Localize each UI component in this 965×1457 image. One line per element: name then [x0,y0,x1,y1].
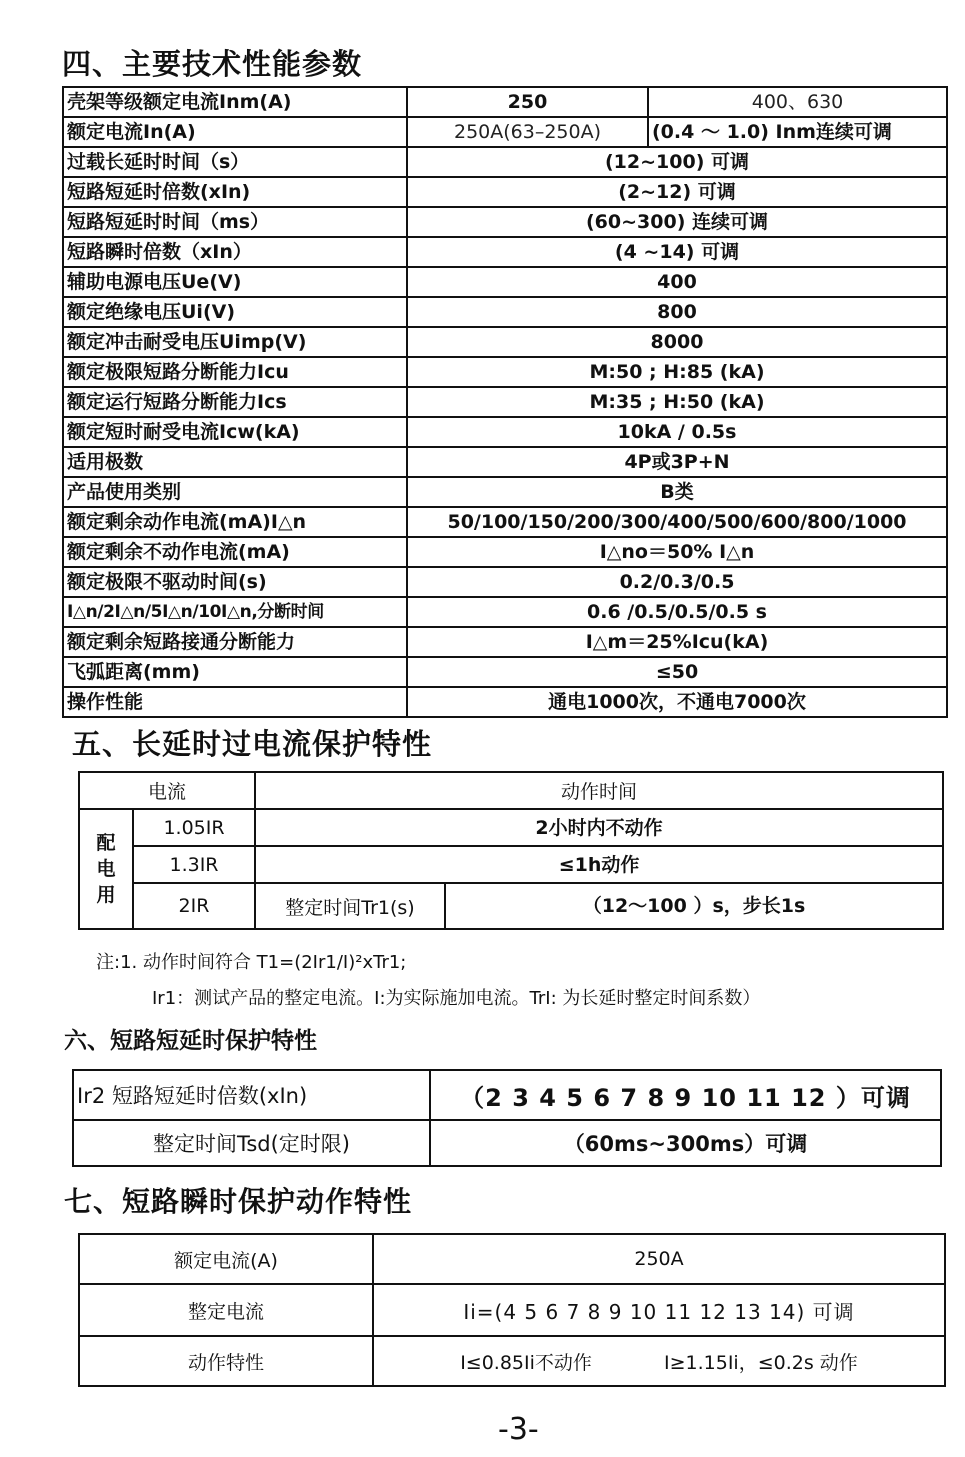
param-label: 额定运行短路分断能力Ics [63,387,407,417]
param-label: 短路瞬时倍数（xIn） [63,237,407,267]
param-value: (2~12) 可调 [407,177,947,207]
param-value: (12~100) 可调 [407,147,947,177]
param-label: 额定极限短路分断能力Icu [63,357,407,387]
param-row [63,507,947,537]
param-row [63,237,947,267]
param-value-250: 250A(63–250A) [407,117,648,147]
param-value: 8000 [407,327,947,357]
section4-title: 四、主要技术性能参数 [62,47,363,81]
param-label: 额定剩余不动作电流(mA) [63,537,407,567]
param-value: I△m＝25%Icu(kA) [407,627,947,657]
action-characteristic-label: 动作特性 [79,1336,373,1386]
param-row [63,207,947,237]
rated-current-label: 额定电流(A) [79,1234,373,1284]
side-label [79,809,133,929]
side-char-3: 用 [96,884,116,906]
setting-current-label: 整定电流 [79,1284,373,1336]
short-delay-time-value: （60ms~300ms）可调 [430,1120,941,1166]
param-row [63,657,947,687]
short-delay-multiple-label: Ir2 短路短延时倍数(xIn) [73,1070,430,1120]
section6-title: 六、短路短延时保护特性 [64,1028,317,1054]
setting-time-label: 整定时间Tr1(s) [255,883,445,929]
param-value-400-630: (0.4 ～ 1.0) Inm连续可调 [648,117,947,147]
param-value-400-630: 400、630 [648,87,947,117]
param-row [63,87,947,117]
param-row [63,597,947,627]
no-trip-value: I≤0.85Ii不动作 [460,1351,592,1374]
tech-params-table [62,86,948,718]
param-value: 通电1000次，不通电7000次 [407,687,947,717]
side-char-1: 配 [96,832,116,854]
param-row [63,627,947,657]
param-label: 产品使用类别 [63,477,407,507]
param-label: 额定短时耐受电流Icw(kA) [63,417,407,447]
current-value: 1.05IR [133,809,255,846]
param-label: 操作性能 [63,687,407,717]
param-row [63,387,947,417]
param-label: 额定电流In(A) [63,117,407,147]
param-label: 飞弧距离(mm) [63,657,407,687]
page-number: -3- [498,1412,539,1447]
setting-current-value: Ii=(4 5 6 7 8 9 10 11 12 13 14) 可调 [373,1284,945,1336]
param-row [63,477,947,507]
section7-title: 七、短路瞬时保护动作特性 [64,1185,413,1218]
action-characteristic-value [373,1336,945,1386]
param-row [63,147,947,177]
current-value: 2IR [133,883,255,929]
short-delay-table [72,1069,942,1167]
current-value: 1.3IR [133,846,255,883]
param-value: 10kA / 0.5s [407,417,947,447]
short-delay-multiple-value: （2 3 4 5 6 7 8 9 10 11 12 ）可调 [430,1070,941,1120]
param-value: 0.6 /0.5/0.5/0.5 s [407,597,947,627]
action-time-value: 2小时内不动作 [255,809,943,846]
param-label: 额定极限不驱动时间(s) [63,567,407,597]
param-row [63,687,947,717]
param-row [63,177,947,207]
param-row [63,417,947,447]
param-label: 额定剩余短路接通分断能力 [63,627,407,657]
param-label: 额定冲击耐受电压Uimp(V) [63,327,407,357]
param-value: M:35 ; H:50 (kA) [407,387,947,417]
short-delay-time-label: 整定时间Tsd(定时限) [73,1120,430,1166]
note-line-2: Ir1：测试产品的整定电流。I:为实际施加电流。TrI: 为长延时整定时间系数） [152,988,761,1009]
param-value: 4P或3P+N [407,447,947,477]
param-value: (60~300) 连续可调 [407,207,947,237]
side-char-2: 电 [96,858,116,880]
param-row [63,117,947,147]
param-label: 额定剩余动作电流(mA)I△n [63,507,407,537]
param-label: 过载长延时时间（s） [63,147,407,177]
param-value: 400 [407,267,947,297]
param-label: 适用极数 [63,447,407,477]
param-value: I△no＝50% I△n [407,537,947,567]
param-label: 壳架等级额定电流Inm(A) [63,87,407,117]
param-row [63,327,947,357]
param-label: 短路短延时时间（ms） [63,207,407,237]
param-value: ≤50 [407,657,947,687]
param-row [63,537,947,567]
param-row [63,297,947,327]
param-label: 短路短延时倍数(xIn) [63,177,407,207]
param-row [63,357,947,387]
action-time-value: （12～100 ）s，步长1s [445,883,943,929]
param-row [63,567,947,597]
rated-current-value: 250A [373,1234,945,1284]
header-current: 电流 [79,772,255,809]
param-label: 额定绝缘电压Ui(V) [63,297,407,327]
param-value-250: 250 [407,87,648,117]
param-label: I△n/2I△n/5I△n/10I△n,分断时间 [63,597,407,627]
instantaneous-table [78,1233,946,1387]
param-row [63,447,947,477]
trip-value: I≥1.15Ii，≤0.2s 动作 [664,1351,858,1374]
note-line-1: 注:1. 动作时间符合 T1=(2Ir1/I)²xTr1; [96,952,407,973]
param-value: (4 ~14) 可调 [407,237,947,267]
header-action-time: 动作时间 [255,772,943,809]
param-row [63,267,947,297]
param-value: B类 [407,477,947,507]
section5-title: 五、长延时过电流保护特性 [72,727,433,761]
action-time-value: ≤1h动作 [255,846,943,883]
long-delay-table [78,771,944,930]
param-value: 800 [407,297,947,327]
param-value: 50/100/150/200/300/400/500/600/800/1000 [407,507,947,537]
param-label: 辅助电源电压Ue(V) [63,267,407,297]
param-value: M:50 ; H:85 (kA) [407,357,947,387]
param-value: 0.2/0.3/0.5 [407,567,947,597]
